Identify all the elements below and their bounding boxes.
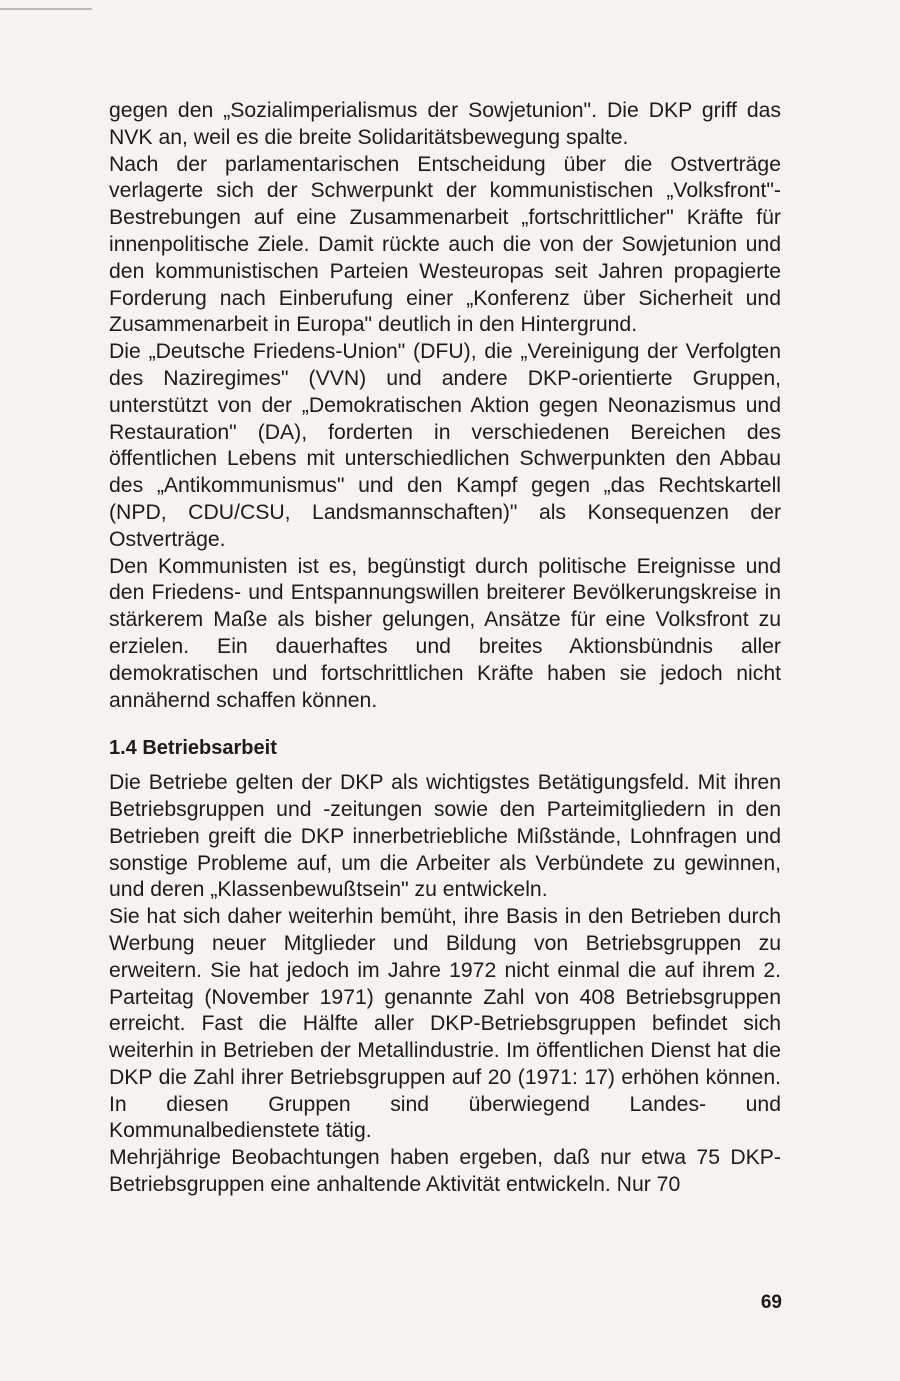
paragraph: Sie hat sich daher weiterhin bemüht, ihre Basis in den Betrieben durch Werbung neuer Mitglieder und Bildung von Betriebsgruppen zu erweitern. Sie hat jedoch im Jahre 1972 nicht einmal die auf ihrem 2. Parteitag (November 1971) genannte Zahl von 408 Betriebsgruppen erreicht. Fast die Hälfte aller DKP-Betriebsgruppen befindet sich weiterhin in Betrieben der Metallindustrie. Im öffentlichen Dienst hat die DKP die Zahl ihrer Betriebsgruppen auf 20 (1971: 17) erhöhen können. In diesen Gruppen sind überwiegend Landes- und Kommunalbedienstete tätig. bbox=[109, 905, 781, 1143]
paragraph: Den Kommunisten ist es, begünstigt durch politische Ereignisse und den Friedens- und Entspannungswillen breiterer Bevölkerungskreise in stärkerem Maße als bisher gelungen, Ansätze für eine Volksfront zu erzielen. Ein dauerhaftes und breites Aktionsbündnis aller demokratischen und fortschrittlichen Kräfte haben sie jedoch nicht annähernd schaffen können. bbox=[109, 554, 781, 712]
paragraph: Die „Deutsche Friedens-Union" (DFU), die „Vereinigung der Verfolgten des Naziregimes" (VVN) und andere DKP-orientierte Gruppen, unterstützt von der „Demokratischen Aktion gegen Neonazismus und Restauration" (DA), forderten in verschiedenen Bereichen des öffentlichen Lebens mit unterschiedlichen Schwerpunkten den Abbau des „Antikommunismus" und den Kampf gegen „das Rechtskartell (NPD, CDU/CSU, Landsmannschaften)" als Konsequenzen der Ostverträge. bbox=[109, 340, 781, 551]
paragraph: gegen den „Sozialimperialismus der Sowjetunion". Die DKP griff das NVK an, weil es die breite Solidaritätsbewegung spalte. bbox=[109, 99, 781, 149]
paragraph: Nach der parlamentarischen Entscheidung über die Ostverträge verlagerte sich der Schwerpunkt der kommunistischen „Volksfront"-Bestrebungen auf eine Zusammenarbeit „fortschrittlicher" Kräfte für innenpolitische Ziele. Damit rückte auch die von der Sowjetunion und den kommunistischen Parteien Westeuropas seit Jahren propagierte Forderung nach Einberufung einer „Konferenz über Sicherheit und Zusammenarbeit in Europa" deutlich in den Hintergrund. bbox=[109, 152, 781, 337]
page-number: 69 bbox=[760, 1292, 782, 1313]
paragraph: Mehrjährige Beobachtungen haben ergeben, daß nur etwa 75 DKP-Betriebsgruppen eine anhaltende Aktivität entwickeln. Nur 70 bbox=[109, 1146, 781, 1197]
top-edge-rule bbox=[0, 8, 92, 10]
paragraph: Die Betriebe gelten der DKP als wichtigstes Betätigungsfeld. Mit ihren Betriebsgruppen und -zeitungen sowie den Parteimitgliedern in den Betrieben greift die DKP innerbetriebliche Mißstände, Lohnfragen und sonstige Probleme auf, um die Arbeiter als Verbündete zu gewinnen, und deren „Klassenbewußtsein" zu entwickeln. bbox=[109, 771, 781, 902]
body-text bbox=[109, 98, 781, 1199]
section-heading: 1.4 Betriebsarbeit bbox=[109, 737, 277, 760]
